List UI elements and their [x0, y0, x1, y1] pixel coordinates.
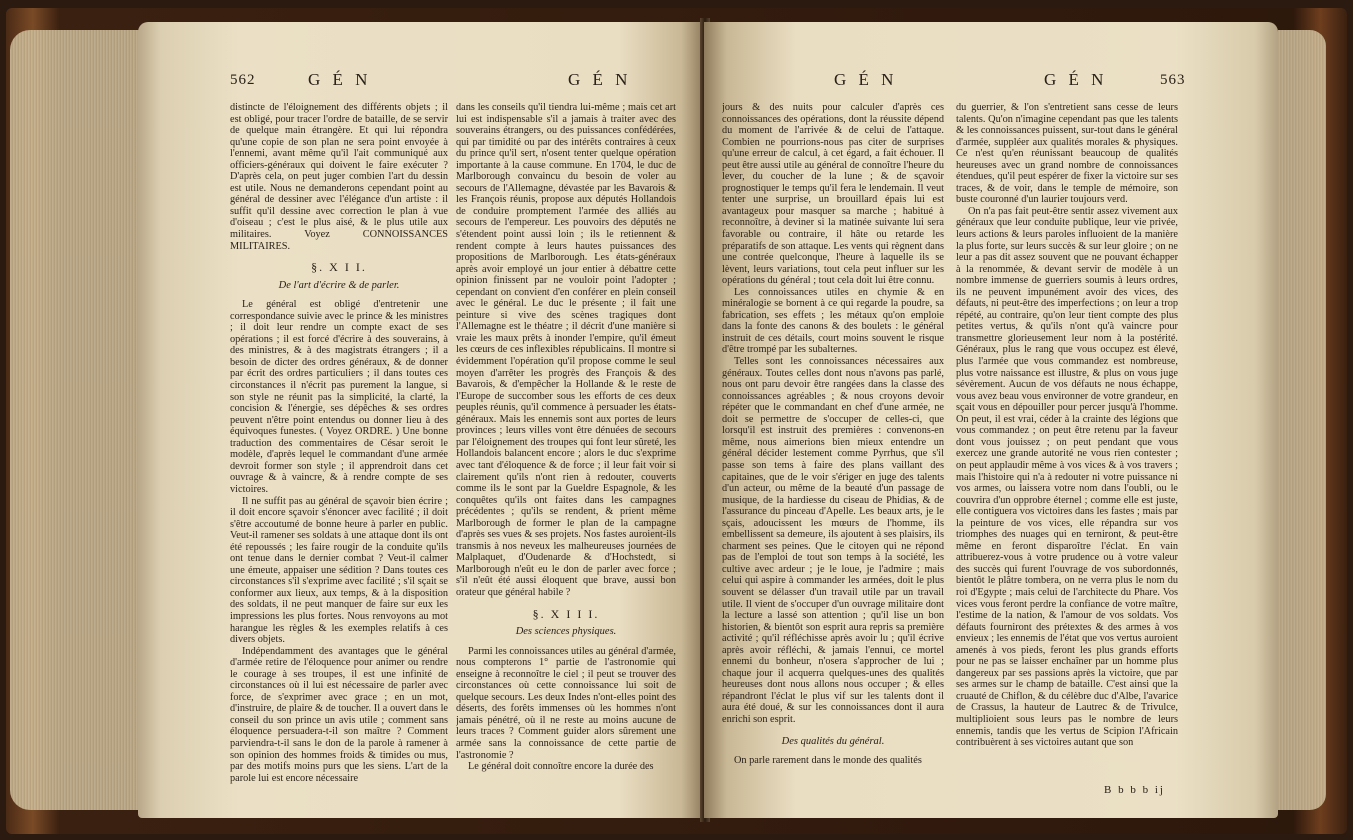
right-column-2	[956, 102, 1178, 802]
paragraph: Telles sont les connoissances nécessaires aux généraux. Toutes celles dont nous n'avons pas parlé, nous ont paru devoir être rangées dans la classe des connoissances agréables ; & nous croyons devoir répéter que le commandant en chef d'une armée, ne doit se permettre de s'occuper de celles-ci, que lorsqu'il est instruit des premières : convenons-en même, nous aimerions bien mieux entendre un général décider lestement comme Pyrrhus, que s'il passe son tems à faire des plans vaillant des capitaines, que de le voir s'ériger en juge des talents d'un acteur, ou même de la beauté d'un passage de musique, de la hardiesse du ciseau de Phidias, & de l'assurance du pinceau d'Apelle. Les beaux arts, je le sçais, adoucissent les mœurs de l'homme, ils embellissent sa demeure, ils ajoutent à ses plaisirs, ils charment ses peines. Que le citoyen qui ne répond pas de l'emploi de tout son temps à la société, les cultive avec ardeur ; je le loue, je l'admire ; mais celui qui aspire à commander les armées, doit le plus souvent se délasser d'un travail utile par un travail utile. Il vient de s'occuper d'un ouvrage militaire dont la lecture a lassé son attention ; qu'il lise un bon historien, & bientôt son esprit aura repris sa première activité ; qu'il réfléchisse après avoir lu ; qu'il écrive après avoir réfléchi, & jamais l'ennui, ce mortel ennemi du bonheur, n'osera s'approcher de lui ; chaque jour il acquerra quelques-unes des qualités heureuses dont nous allons nous occuper ; & elles répandront l'éclat le plus vif sur les talents dont il aura été doué, & sur les connoissances dont il aura enrichi son esprit.	[722, 356, 944, 725]
section-subtitle: De l'art d'écrire & de parler.	[278, 279, 400, 291]
paragraph: Le général doit connoître encore la durée des	[468, 761, 654, 773]
paragraph: Il ne suffit pas au général de sçavoir bien écrire ; il doit encore sçavoir s'énoncer avec facilité ; il doit s'être accoutumé de bonne heure à parler en public. Veut-il ramener ses soldats à une attaque dont ils ont été repoussés ; les faire rougir de la conduite qu'ils ont tenue dans le dernier combat ? Veut-il calmer une émeute, appaiser une sédition ? Dans toutes ces circonstances s'il s'exprime avec facilité ; s'il sçait se conformer aux lieux, aux temps, & à la disposition des soldats, il ne peut manquer de faire sur eux les impressions les plus fortes. Nous renvoyons au mot harangue les règles & les exemples relatifs à ces divers objets.	[230, 495, 448, 646]
right-column-1	[722, 102, 944, 812]
paragraph: Indépendamment des avantages que le général d'armée retire de l'éloquence pour animer ou rendre le courage à ses troupes, il est une infinité de circonstances où il lui est nécessaire de parler avec force, de s'exprimer avec grace ; en un mot, d'instruire, de plaire & de toucher. Il a ouvert dans le conseil du son prince un avis utile ; comment sans éloquence persuadera-t-il son maître ? Comment parviendra-t-il sans le don de la parole à ramener à son opinion des hommes froids & timides ou mus, par des motifs moins purs que les siens. L'art de la parole lui est encore nécessaire	[230, 645, 448, 784]
left-page	[138, 22, 704, 818]
paragraph: distincte de l'éloignement des différents objets ; il est obligé, pour tracer l'ordre de bataille, de se servir de quelque main étrangère. Et qui lui répondra qu'une copie de son plan ne sera point envoyée à l'ennemi, avant même qu'il l'ait communiqué aux officiers-généraux qui doivent le faire exécuter ? D'après cela, on peut juger combien l'art du dessin est utile. Nous ne demanderons cependant point au général de dessiner avec l'élégance d'un artiste : il suffit qu'il dessine avec correction le plan à vue d'oiseau ; c'est le plus aisé, & le plus utile aux militaires. Voyez CONNOISSANCES MILITAIRES.	[230, 102, 448, 252]
paragraph: Le général est obligé d'entretenir une correspondance suivie avec le prince & les ministres ; il doit leur rendre un compte exact de ses opérations ; il est forcé d'écrire à des souverains, à des ministres, & à des magistrats étrangers ; il a besoin de dicter des ordres généraux, & de donner par écrit des ordres particuliers ; il dans toutes ces circonstances il n'écrit pas purement la langue, si son style ne réunit pas la simplicité, la clarté, la concision & l'énergie, ses dépêches & ses ordres peuvent n'être point entendus ou donner lieu à des équivoques funestes. ( Voyez ORDRE. ) Une bonne traduction des commentaires de César seroit le modèle, d'après lequel le commandant d'une armée devroit former son style ; il apprendroit dans cet ouvrage & à vaincre, & à rendre compte de ses victoires.	[230, 299, 448, 495]
paragraph: On n'a pas fait peut-être sentir assez vivement aux généraux que leur conduite publique, leur vie privée, leurs actions & leurs paroles influoient de la manière la plus forte, sur leurs succès & sur leur gloire ; on ne leur a pas dit assez souvent que ne pouvant échapper à la renommée, & devant servir de modèle à un nombre immense de guerriers soumis à leurs ordres, ils ne peuvent impunément avoir des vices, des défauts, ni peut-être des imperfections ; on leur a trop répété, au contraire, qu'on leur tient compte des plus petites vertus, & qu'ils n'ont qu'à vaincre pour transmettre glorieusement leur nom à la postérité. Généraux, plus le rang que vous occupez est élevé, plus l'armée que vous commandez est nombreuse, plus votre naissance est illustre, & plus on vous juge sévèrement. Aucun de vos défauts ne nous échappe, vous avez beau vous environner de votre grandeur, en sçait vous en dépouiller pour percer jusqu'à l'homme. On peut, il est vrai, céder à la crainte des légions que vous commandez ; on peut être retenu par la faveur dont vous jouissez ; on peut pendant que vous exercez une grande autorité ne vous rien contester ; on peut applaudir même à vos vices & à vos travers ; mais l'histoire qui n'a à redouter ni votre puissance ni vos armes, ou laissera votre nom dans l'oubli, ou le couvrira d'un opprobre éternel ; comme elle est juste, elle contiguera vos victoires dans les fastes ; mais par la peinture de vos vices, elle répandra sur vos triomphes des nuages qui en terniront, & peut-être même en feront disparoître l'éclat. En vain attribuerez-vous à votre prudence ou à votre valeur des succès qui furent l'ouvrage de vos subordonnés, bientôt le plâtre tombera, on ne verra plus le nom du roi d'Egypte ; mais celui de l'architecte du Phare. Vos vices vous feront perdre la confiance de votre maître, l'estime de la nation, & l'amour de vos soldats. Vos défauts fourniront des prétextes & des armes à vos envieux ; les ennemis de l'état que vos vertus auroient amenés à vos pieds, feront les plus grands efforts pour ne pas se laisser enchaîner par un homme plus dangereux par ses passions après la victoire, que par ses armes sur le champ de bataille. C'est ainsi que la cruauté de Chiflon, & du célèbre duc d'Albe, l'avarice de Crassus, la hauteur de Lautrec & de Trivulce, multiplioient sous leurs pas le nombre de leurs ennemis, tandis que les vertus de Scipion l'Africain contribuèrent à ses victoires autant que son	[956, 205, 1178, 749]
left-column-1	[230, 102, 448, 812]
page-number-right: 563	[1160, 72, 1186, 88]
running-head-right-1: G É N	[834, 70, 898, 89]
left-column-2	[456, 102, 676, 812]
signature-mark: B b b b ij	[1104, 784, 1165, 796]
paragraph: du guerrier, & l'on s'entretient sans cesse de leurs talents. Qu'on n'imagine cependant pas que les talents & les connoissances puissent, sur-tout dans le général d'armée, suppléer aux qualités morales & physiques. Ce n'est qu'en réunissant beaucoup de qualités heureuses avec un grand nombre de connoissances étendues, qu'il peut espérer de fixer la victoire sur ses traces, & de voir, dans le temple de mémoire, son buste couronné d'un laurier toujours verd.	[956, 102, 1178, 206]
running-head-left-2: G É N	[568, 70, 632, 89]
paragraph: dans les conseils qu'il tiendra lui-même ; mais cet art lui est indispensable s'il a jamais à traiter avec des souverains étrangers, ou des puissances confédérées, qui par timidité ou par des intérêts contraires à ceux du prince qu'il sert, n'osent tenter quelque opération importante à la cause commune. En 1704, le duc de Marlborough convaincu du besoin de voler au secours de l'Allemagne, dévastée par les Bavarois & les François réunis, propose aux députés Hollandois de conduire promptement l'armée des alliés au secours de l'empereur. Les pouvoirs des députés ne s'étendent point aussi loin ; ils le retiennent & rendent compte à leurs hautes puissances des propositions de Marlborough. Les états-généraux après avoir employé un jour entier à débattre cette opinion finissent par ne vouloir point l'adopter ; cependant on convient d'en conférer en plein conseil avec le général. Le duc le présente ; il fait une peinture si vive des scènes tragiques dont l'Allemagne est le théatre ; il décrit d'une manière si vraie les maux prêts à inonder l'empire, qu'il émeut les cœurs de ces inflexibles républicains. Il montre si évidemment l'opération qu'il propose comme le seul moyen d'arrêter les progrès des François & des Bavarois, & d'empêcher la Hollande & le reste de l'Europe de succomber sous les efforts de ces deux peuples réunis, qu'il commence à persuader les états-généraux. Mais les ennemis sont aux portes de leurs provinces ; leurs villes vont être dénuées de secours par l'éloignement des troupes qui font leur sûreté, les Hollandois balancent encore ; alors le duc s'exprime avec tant d'éloquence & de force ; il leur fait voir si clairement qu'ils n'ont rien à redouter, couverts comme ils le sont par la Gueldre Espagnole, & les conquêtes qu'ils ont faites dans les campagnes précédentes ; qu'ils se rendent, & prient même Marlborough de former le plan de la campagne d'après ses vues & ses projets. Nos fastes auroient-ils transmis à nos neveux les malheureuses journées de Malplaquet, d'Oudenarde & d'Hochstedt, si Marlborough n'eût eu le don de parler avec force ; s'il n'eût été aussi éloquent que brave, aussi bon orateur que général habile ?	[456, 102, 676, 598]
page-edges-right	[1278, 30, 1326, 810]
section-subtitle: Des qualités du général.	[781, 735, 885, 747]
paragraph: On parle rarement dans le monde des qualités	[734, 755, 922, 767]
paragraph: Les connoissances utiles en chymie & en minéralogie se bornent à ce qui regarde la poudre, sa fabrication, ses effets ; les métaux qu'on emploie dans la fonte des canons & des boulets : le général instruit de ces détails, court moins souvent le risque d'être trompé par les subalternes.	[722, 286, 944, 356]
page-edges-left	[10, 30, 140, 810]
page-number-left: 562	[230, 72, 256, 88]
section-heading: §. X I I I.	[532, 606, 600, 621]
right-page	[704, 22, 1278, 818]
section-subtitle: Des sciences physiques.	[515, 626, 617, 638]
paragraph: Parmi les connoissances utiles au général d'armée, nous compterons 1° partie de l'astronomie qui enseigne à reconnoître le ciel ; il peut se trouver des circonstances où cette connoissance lui soit de quelque secours. Les deux Indes n'ont-elles point des déserts, des forêts immenses où les hommes n'ont jamais pénétré, où il ne reste au moins aucune de leurs traces ? Comment guider alors sûrement une armée sans la connoissance de cette partie de l'astronomie ?	[456, 645, 676, 761]
paragraph: jours & des nuits pour calculer d'après ces connoissances des opérations, dont la réussite dépend du moment de l'arrivée & de celui de l'attaque. Combien ne pourrions-nous pas citer de surprises qu'une erreur de calcul, à cet égard, a fait échouer. Il peut être aussi utile au général de connoître l'heure du lever, du coucher de la lune ; & de sçavoir prognostiquer le temps qu'il fera le lendemain. Il veut tenter une surprise, un brouillard épais lui est avantageux pour masquer sa marche ; habitué à reconnoître, à deviner si la matinée suivante lui sera favorable ou contraire, il hâte ou retarde les préparatifs de son attaque. Les vents qui règnent dans une contrée quelconque, l'heure à laquelle ils se lèvent, leurs variations, tout cela peut influer sur les opérations du général ; tout cela doit lui être connu.	[722, 102, 944, 287]
section-heading: §. X I I.	[311, 260, 367, 275]
running-head-left-1: G É N	[308, 70, 372, 89]
running-head-right-2: G É N	[1044, 70, 1108, 89]
